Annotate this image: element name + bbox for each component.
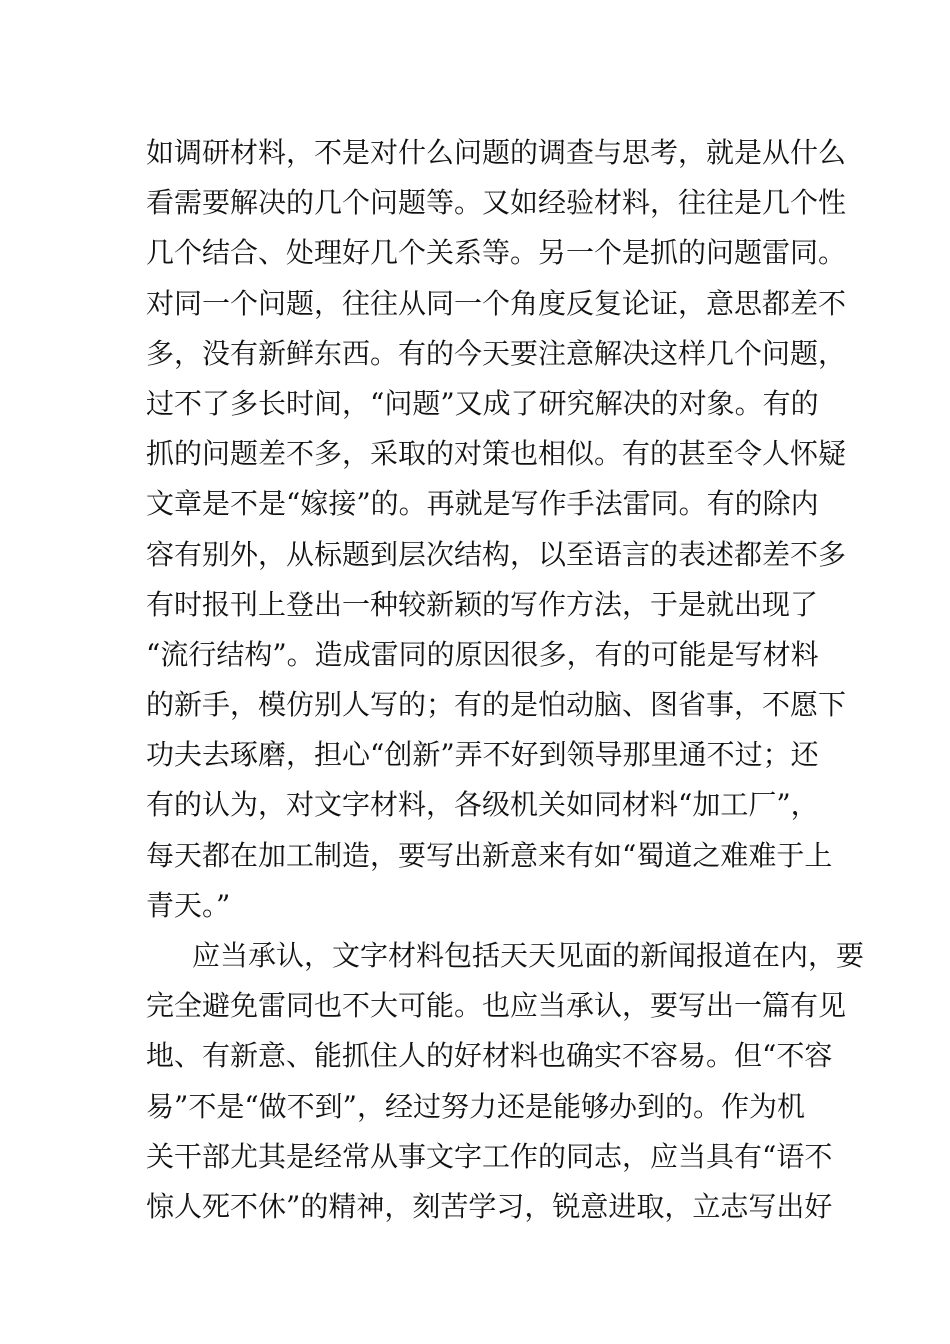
text-line: 惊人死不休”的精神，刻苦学习，锐意进取，立志写出好 — [146, 1189, 833, 1223]
text-line: 多，没有新鲜东西。有的今天要注意解决这样几个问题， — [146, 336, 847, 370]
text-line: 每天都在加工制造，要写出新意来有如“蜀道之难难于上 — [146, 838, 833, 872]
text-line: 如调研材料，不是对什么问题的调查与思考，就是从什么 — [146, 136, 847, 169]
text-line: 文章是不是“嫁接”的。再就是写作手法雷同。有的除内 — [146, 487, 819, 521]
text-line: 对同一个问题，往往从同一个角度反复论证，意思都差不 — [146, 286, 847, 320]
text-line: 有时报刊上登出一种较新颖的写作方法，于是就出现了 — [146, 587, 819, 621]
text-line: 关干部尤其是经常从事文字工作的同志，应当具有“语不 — [146, 1139, 833, 1173]
text-line: 的新手，模仿别人写的；有的是怕动脑、图省事，不愿下 — [146, 688, 847, 722]
text-line: “流行结构”。造成雷同的原因很多，有的可能是写材料 — [146, 637, 819, 671]
text-line: 看需要解决的几个问题等。又如经验材料，往往是几个性 — [146, 186, 847, 220]
text-line: 功夫去琢磨，担心“创新”弄不好到领导那里通不过；还 — [146, 738, 819, 772]
paragraph-1 — [146, 128, 847, 931]
text-line: 抓的问题差不多，采取的对策也相似。有的甚至令人怀疑 — [146, 437, 847, 471]
text-line: 有的认为，对文字材料，各级机关如同材料“加工厂”， — [146, 788, 819, 822]
text-line: 几个结合、处理好几个关系等。另一个是抓的问题雷同。 — [146, 236, 847, 270]
text-line: 青天。” — [146, 888, 231, 922]
text-line: 完全避免雷同也不大可能。也应当承认，要写出一篇有见 — [146, 989, 847, 1023]
text-line: 过不了多长时间，“问题”又成了研究解决的对象。有的 — [146, 386, 819, 420]
text-line: 容有别外，从标题到层次结构，以至语言的表述都差不多 — [146, 537, 847, 571]
text-line: 地、有新意、能抓住人的好材料也确实不容易。但“不容 — [146, 1039, 833, 1073]
paragraph-2 — [146, 931, 865, 1232]
text-line: 应当承认，文字材料包括天天见面的新闻报道在内，要 — [192, 939, 865, 972]
document-body — [146, 128, 865, 1232]
text-line: 易”不是“做不到”，经过努力还是能够办到的。作为机 — [146, 1089, 805, 1123]
